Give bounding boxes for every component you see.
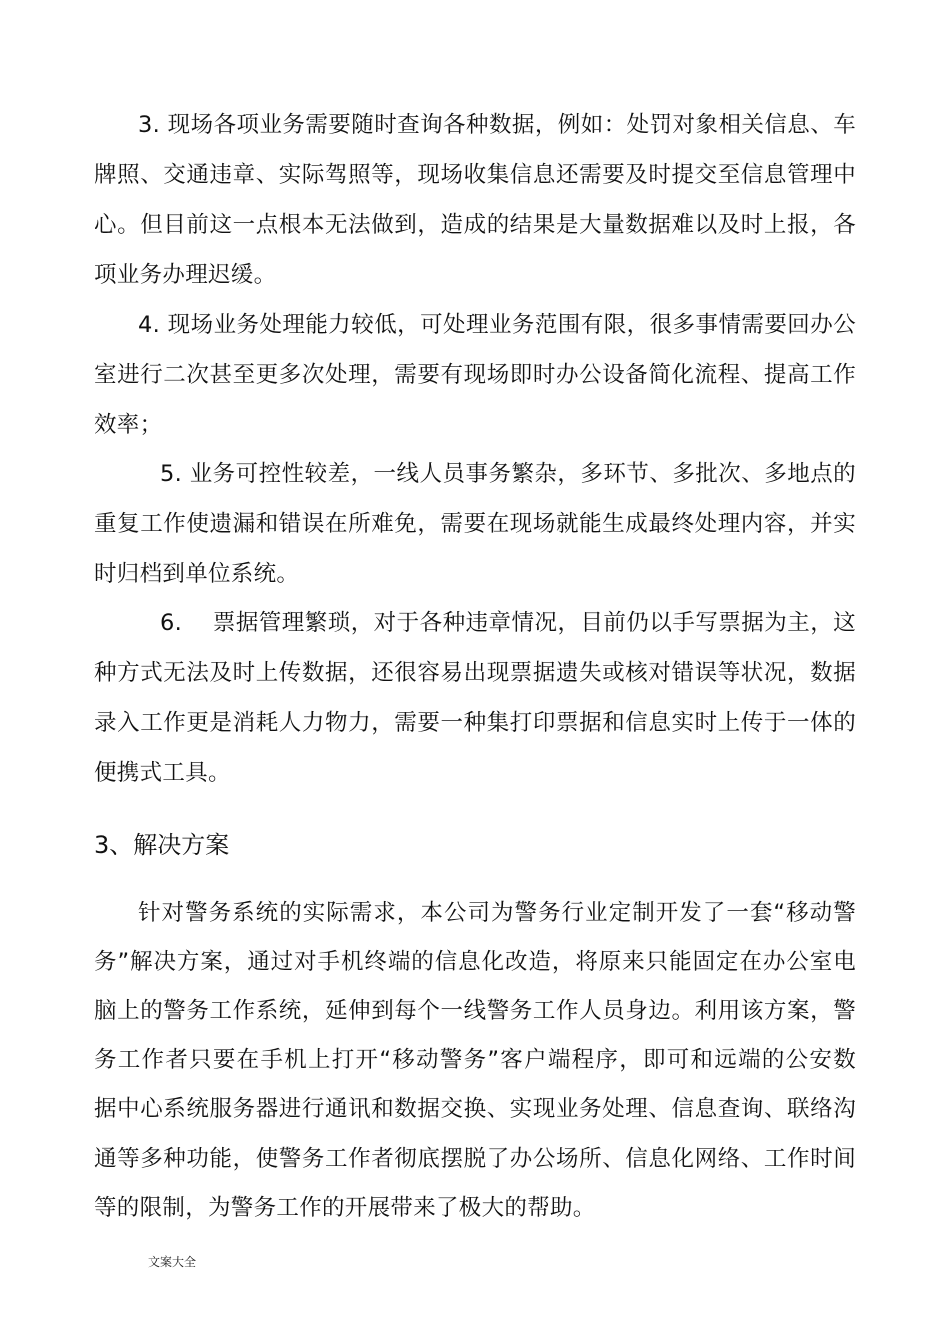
item-3-line-1: 3. 现场各项业务需要随时查询各种数据，例如：处罚对象相关信息、车 bbox=[138, 112, 856, 138]
solution-line-2: 务”解决方案，通过对手机终端的信息化改造，将原来只能固定在办公室电 bbox=[94, 949, 856, 975]
item-6-line-1: 6. 票据管理繁琐，对于各种违章情况，目前仍以手写票据为主，这 bbox=[160, 610, 856, 636]
item-5-line-3: 时归档到单位系统。 bbox=[94, 561, 300, 587]
item-6-line-2: 种方式无法及时上传数据，还很容易出现票据遗失或核对错误等状况，数据 bbox=[94, 660, 856, 686]
item-5-line-2: 重复工作使遗漏和错误在所难免，需要在现场就能生成最终处理内容，并实 bbox=[94, 511, 856, 537]
solution-line-7: 等的限制，为警务工作的开展带来了极大的帮助。 bbox=[94, 1195, 596, 1221]
item-4-line-2: 室进行二次甚至更多次处理，需要有现场即时办公设备简化流程、提高工作 bbox=[94, 362, 856, 388]
item-6-line-4: 便携式工具。 bbox=[94, 760, 231, 786]
item-4-line-3: 效率； bbox=[94, 412, 163, 438]
item-5-line-1: 5. 业务可控性较差，一线人员事务繁杂，多环节、多批次、多地点的 bbox=[160, 461, 856, 487]
item-3-line-3: 心。但目前这一点根本无法做到，造成的结果是大量数据难以及时上报，各 bbox=[94, 212, 856, 238]
section-heading: 3、解决方案 bbox=[94, 831, 230, 859]
solution-line-3: 脑上的警务工作系统，延伸到每个一线警务工作人员身边。利用该方案，警 bbox=[94, 998, 856, 1024]
item-6-line-3: 录入工作更是消耗人力物力，需要一种集打印票据和信息实时上传于一体的 bbox=[94, 710, 856, 736]
item-3-line-2: 牌照、交通违章、实际驾照等，现场收集信息还需要及时提交至信息管理中 bbox=[94, 162, 856, 188]
solution-line-4: 务工作者只要在手机上打开“移动警务”客户端程序，即可和远端的公安数 bbox=[94, 1047, 856, 1073]
page-footer: 文案大全 bbox=[148, 1255, 197, 1269]
solution-line-1: 针对警务系统的实际需求，本公司为警务行业定制开发了一套“移动警 bbox=[138, 900, 856, 926]
solution-line-6: 通等多种功能，使警务工作者彻底摆脱了办公场所、信息化网络、工作时间 bbox=[94, 1146, 856, 1172]
item-4-line-1: 4. 现场业务处理能力较低，可处理业务范围有限，很多事情需要回办公 bbox=[138, 312, 856, 338]
solution-line-5: 据中心系统服务器进行通讯和数据交换、实现业务处理、信息查询、联络沟 bbox=[94, 1096, 856, 1122]
item-3-line-4: 项业务办理迟缓。 bbox=[94, 262, 277, 288]
